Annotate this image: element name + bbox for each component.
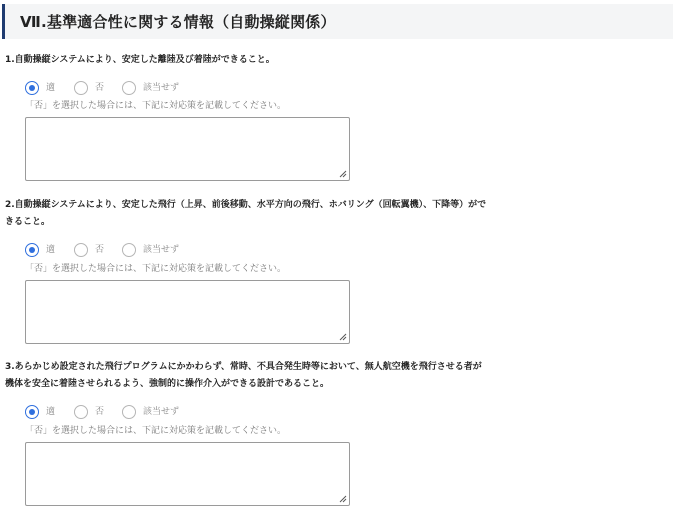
radio-button-checked[interactable] (25, 81, 39, 95)
section-title: Ⅶ.基準適合性に関する情報（自動操縦関係） (20, 13, 336, 31)
radio-button[interactable] (122, 405, 136, 419)
question-3-line-1: 3.あらかじめ設定された飛行プログラムにかかわらず、常時、不具合発生時等において、無人航空機を飛行させる者が (5, 362, 482, 372)
resize-handle-icon[interactable] (339, 170, 347, 178)
question-1-line-1: 1.自動操縦システムにより、安定した離陸及び着陸ができること。 (5, 55, 275, 65)
radio-button[interactable] (74, 81, 88, 95)
question-2-text (5, 197, 486, 231)
question-3-note: 「否」を選択した場合には、下記に対応策を記載してください。 (25, 426, 287, 436)
radio-button[interactable] (122, 243, 136, 257)
question-3-text (5, 359, 482, 393)
option-label-yes: 適 (46, 407, 56, 417)
radio-button[interactable] (74, 405, 88, 419)
question-2-line-1: 2.自動操縦システムにより、安定した飛行（上昇、前後移動、水平方向の飛行、ホバリング（回転翼機）、下降等）がで (5, 200, 487, 210)
question-2-countermeasure-textarea[interactable] (25, 280, 350, 344)
radio-button-checked[interactable] (25, 405, 39, 419)
question-1-note: 「否」を選択した場合には、下記に対応策を記載してください。 (25, 101, 287, 111)
section-header (2, 4, 673, 39)
question-2-line-2: きること。 (5, 217, 51, 227)
option-label-na: 該当せず (143, 245, 180, 255)
question-1-countermeasure-textarea[interactable] (25, 117, 350, 181)
resize-handle-icon[interactable] (339, 495, 347, 503)
option-label-yes: 適 (46, 245, 56, 255)
question-2-note: 「否」を選択した場合には、下記に対応策を記載してください。 (25, 264, 287, 274)
radio-button[interactable] (74, 243, 88, 257)
radio-button[interactable] (122, 81, 136, 95)
option-label-no: 否 (95, 245, 105, 255)
option-label-na: 該当せず (143, 407, 180, 417)
option-label-yes: 適 (46, 83, 56, 93)
resize-handle-icon[interactable] (339, 333, 347, 341)
option-label-no: 否 (95, 83, 105, 93)
question-1-text (5, 52, 275, 69)
option-label-no: 否 (95, 407, 105, 417)
question-3-countermeasure-textarea[interactable] (25, 442, 350, 506)
question-3-line-2: 機体を安全に着陸させられるよう、強制的に操作介入ができる設計であること。 (5, 379, 330, 389)
radio-button-checked[interactable] (25, 243, 39, 257)
option-label-na: 該当せず (143, 83, 180, 93)
